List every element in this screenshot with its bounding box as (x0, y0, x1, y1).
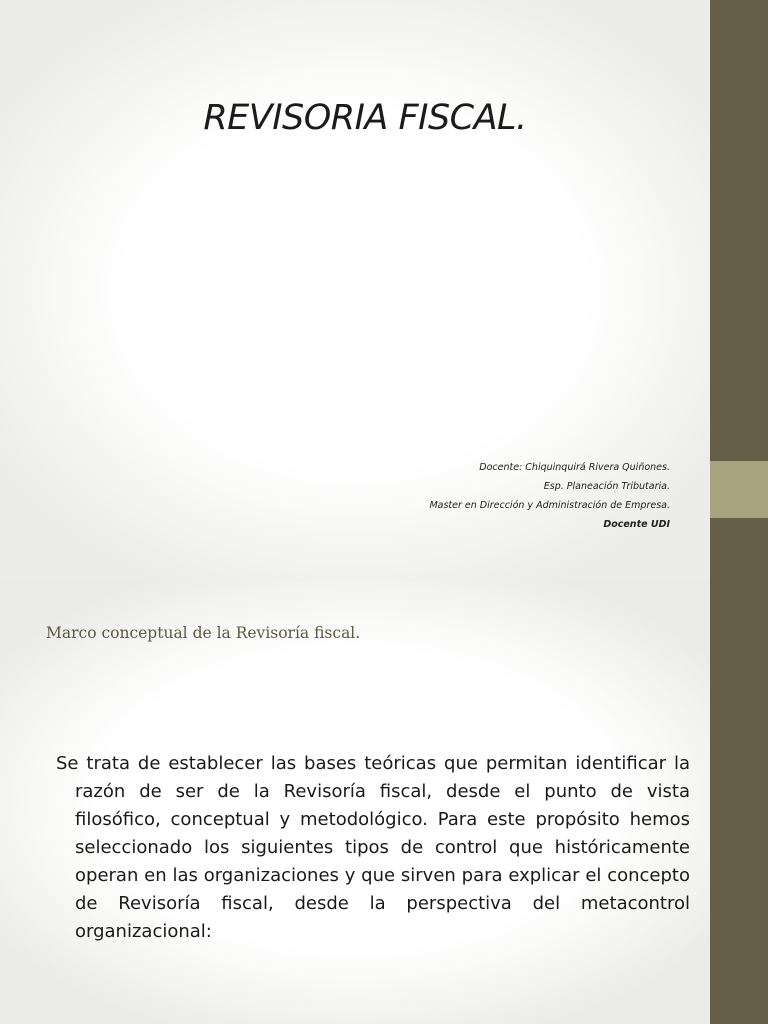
author-line-institution: Docente UDI (603, 519, 670, 530)
author-line-teacher: Docente: Chiquinquirá Rivera Quiñones. (479, 462, 670, 473)
slide-title: REVISORIA FISCAL. (203, 98, 527, 138)
author-line-specialization: Esp. Planeación Tributaria. (543, 481, 670, 492)
author-line-master: Master en Dirección y Administración de Empresa. (429, 500, 670, 511)
author-info (429, 458, 670, 534)
body-paragraph: Se trata de establecer las bases teóricas que permitan identificar la razón de ser de la Revisoría fiscal, desde el punto de vista filosófico, conceptual y metodológico. Para este propósito hemos seleccionado los siguientes tipos de control que históricamente operan en las organizaciones y que sirven para explicar el concepto de Revisoría fiscal, desde la perspectiva del metacontrol organizacional: (56, 753, 690, 942)
sidebar-accent-block (710, 461, 768, 518)
section-subtitle: Marco conceptual de la Revisoría fiscal. (46, 624, 361, 642)
